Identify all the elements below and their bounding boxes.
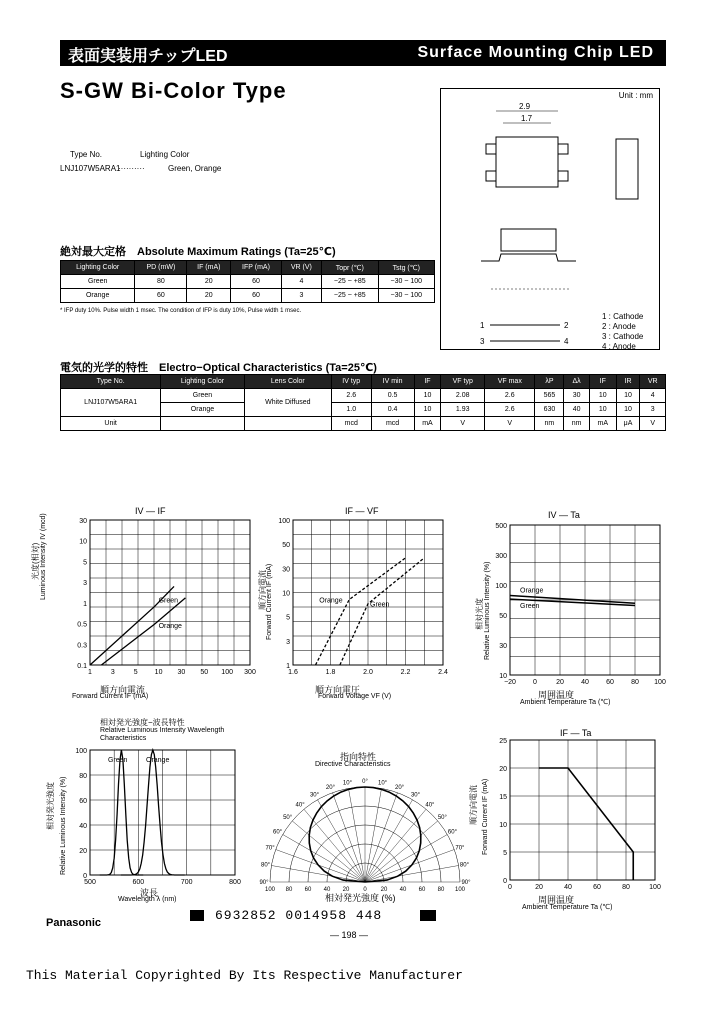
- scale-label: 60: [418, 887, 426, 893]
- chart4-title: Relative Luminous Intensity Wavelength Characteristics: [100, 727, 225, 742]
- y-tick-label: 50: [499, 613, 507, 620]
- angle-label: 40°: [295, 802, 305, 809]
- y-tick-label: 30: [79, 518, 87, 525]
- type-col1: Type No.: [70, 150, 103, 159]
- chart1-title: IV — IF: [135, 506, 166, 516]
- y-tick-label: 0: [503, 878, 507, 885]
- y-tick-label: 10: [499, 822, 507, 829]
- x-tick-label: 2.2: [400, 669, 411, 676]
- table-cell: 565: [535, 389, 564, 403]
- chart2-xlabel-jp: 順方向電圧: [315, 685, 361, 695]
- y-tick-label: 5: [286, 614, 290, 622]
- table-cell: 20: [187, 289, 231, 303]
- angle-label: 10°: [342, 780, 353, 787]
- y-tick-label: 5: [503, 850, 507, 857]
- svg-text:2: 2: [564, 321, 569, 330]
- table-cell: 630: [535, 403, 564, 417]
- pin-4: 4 : Anode: [602, 342, 636, 351]
- x-tick-label: 100: [221, 669, 233, 676]
- chart-directive: [255, 770, 475, 895]
- x-tick-label: 60: [593, 884, 601, 890]
- header-bar: [60, 40, 666, 66]
- header-cell: IV typ: [331, 375, 371, 389]
- table-cell: 60: [231, 289, 282, 303]
- package-outline-icon: [441, 89, 659, 349]
- y-tick-label: 1: [83, 600, 87, 608]
- chart6-title: IF — Ta: [560, 728, 592, 738]
- dimension-drawing: [440, 88, 660, 350]
- x-tick-label: 800: [229, 879, 241, 885]
- spectrum-curve-green: [100, 750, 144, 875]
- header-cell: IR: [616, 375, 640, 389]
- spectrum-curve-orange: [121, 750, 185, 875]
- angle-label: 70°: [455, 845, 465, 852]
- svg-text:3: 3: [480, 337, 485, 346]
- legend-label: Orange: [146, 757, 170, 764]
- header-cell: IF: [414, 375, 441, 389]
- svg-text:1: 1: [480, 321, 485, 330]
- table-row: [61, 275, 435, 289]
- angle-label: 90°: [259, 880, 269, 886]
- type-part: LNJ107W5ARA1: [60, 164, 121, 173]
- series-label: Orange: [520, 587, 544, 595]
- header-cell: Type No.: [61, 375, 161, 389]
- table-cell: 2.6: [331, 389, 371, 403]
- table-cell: 10: [616, 403, 640, 417]
- table-cell: 60: [135, 289, 187, 303]
- header-cell: VF max: [485, 375, 535, 389]
- x-tick-label: 2.0: [363, 669, 373, 676]
- chart4-title-jp: 相対発光強度−波長特性: [100, 718, 185, 727]
- table-cell: 60: [231, 275, 282, 289]
- x-tick-label: 30: [177, 669, 186, 676]
- y-tick-label: 0.5: [77, 621, 87, 629]
- table-cell: 10: [414, 403, 441, 417]
- chart5-title: Directive Characteristics: [315, 761, 391, 768]
- table-cell: μA: [616, 417, 640, 431]
- table-cell: White Diffused: [244, 389, 331, 417]
- series-label: Orange: [158, 623, 182, 631]
- series-line-orange: [101, 598, 185, 665]
- table-cell: V: [485, 417, 535, 431]
- series-label: Orange: [319, 597, 343, 605]
- angle-label: 80°: [459, 862, 470, 869]
- chart3-xlabel: Ambient Temperature Ta (℃): [520, 699, 611, 706]
- header-cell: Lens Color: [244, 375, 331, 389]
- y-tick-label: 60: [79, 798, 87, 805]
- y-tick-label: 0: [83, 873, 87, 880]
- abs-max-heading: 絶対最大定格 Absolute Maximum Ratings (Ta=25℃): [60, 246, 336, 258]
- angle-label: 20°: [395, 785, 405, 792]
- chart6-xlabel: Ambient Temperature Ta (℃): [522, 904, 613, 911]
- angle-label: 90°: [461, 880, 471, 886]
- chart-iv-if: [60, 515, 260, 685]
- x-tick-label: 0: [508, 884, 512, 890]
- x-tick-label: 3: [110, 669, 115, 676]
- barcode-text: 6932852 0014958 448: [215, 908, 383, 923]
- type-colors: Green, Orange: [168, 164, 222, 173]
- chart4-xlabel: Wavelength λ (nm): [118, 896, 177, 903]
- series-label: Green: [158, 597, 179, 605]
- angle-label: 30°: [309, 792, 320, 799]
- y-tick-label: 40: [79, 823, 87, 830]
- table-row: [61, 389, 666, 403]
- header-cell: PD (mW): [135, 261, 187, 275]
- scale-label: 80: [437, 887, 445, 893]
- scale-label: 80: [285, 887, 293, 893]
- chart2-xlabel: Forward Voltage VF (V): [318, 693, 392, 700]
- legend-label: Green: [108, 757, 128, 764]
- table-cell: nm: [535, 417, 564, 431]
- series-label: Green: [370, 601, 390, 609]
- table-cell: 2.6: [485, 389, 535, 403]
- chart6-ylabel: Forward Current IF (mA): [482, 778, 489, 855]
- x-tick-label: 600: [132, 879, 145, 885]
- table-cell: Unit: [61, 417, 161, 431]
- chart5-xlabel-jp: 相対発光強度 (%): [325, 893, 396, 903]
- table-cell: 10: [589, 403, 616, 417]
- chart3-title: IV — Ta: [548, 510, 580, 520]
- table-header-row: [61, 261, 435, 275]
- header-cell: VR (V): [281, 261, 321, 275]
- y-tick-label: 30: [282, 566, 290, 574]
- y-tick-label: 15: [499, 794, 507, 801]
- y-tick-label: 25: [499, 738, 507, 745]
- header-cell: IF (mA): [187, 261, 231, 275]
- page-number: — 198 —: [330, 930, 369, 940]
- chart1-xlabel: Forward Current IF (mA): [72, 693, 149, 700]
- angle-label: 30°: [410, 792, 421, 799]
- abs-max-note: * IFP duty 10%. Pulse width 1 msec. The condition of IFP is duty 10%, Pulse width 1 msec.: [60, 308, 302, 314]
- x-tick-label: 1.8: [325, 669, 336, 676]
- table-cell: 0.5: [371, 389, 414, 403]
- scale-label: 20: [380, 887, 388, 893]
- table-cell: 4: [640, 389, 666, 403]
- table-cell: 30: [564, 389, 590, 403]
- table-cell: 3: [281, 289, 321, 303]
- table-cell: 0.4: [371, 403, 414, 417]
- x-tick-label: 100: [654, 679, 666, 686]
- chart4-ylabel: Relative Luminous Intensity (%): [60, 776, 67, 875]
- table-cell: 10: [589, 389, 616, 403]
- scale-label: 40: [323, 887, 331, 893]
- x-tick-label: 40: [581, 679, 589, 686]
- chart1-xlabel-jp: 順方向電流: [100, 685, 146, 695]
- pin-3: 3 : Cathode: [602, 332, 644, 341]
- table-cell: mcd: [331, 417, 371, 431]
- table-cell: 20: [187, 275, 231, 289]
- pin-2: 2 : Anode: [602, 322, 636, 331]
- table-cell: 1.93: [441, 403, 485, 417]
- x-tick-label: −20: [504, 679, 516, 686]
- angle-label: 40°: [425, 802, 435, 809]
- abs-max-table: [60, 260, 435, 303]
- x-tick-label: 20: [556, 679, 564, 686]
- y-tick-label: 10: [282, 590, 290, 598]
- chart1-ylabel: Luminous Intensity IV (mcd): [40, 513, 47, 600]
- y-tick-label: 0.3: [77, 642, 87, 650]
- table-cell: 2.6: [485, 403, 535, 417]
- x-tick-label: 40: [564, 884, 572, 890]
- series-line-green: [340, 558, 424, 665]
- y-tick-label: 3: [286, 638, 290, 646]
- table-cell: Orange: [61, 289, 135, 303]
- table-header-row: [61, 375, 666, 389]
- type-dots: ··········: [118, 164, 145, 173]
- y-tick-label: 100: [75, 748, 87, 755]
- x-tick-label: 80: [631, 679, 639, 686]
- chart6-xlabel-jp: 周囲温度: [538, 895, 575, 905]
- table-cell: LNJ107W5ARA1: [61, 389, 161, 417]
- y-tick-label: 100: [278, 518, 290, 525]
- y-tick-label: 1: [286, 663, 290, 670]
- x-tick-label: 5: [133, 669, 138, 676]
- pin-1: 1 : Cathode: [602, 312, 644, 321]
- table-cell: 4: [281, 275, 321, 289]
- header-cell: IV min: [371, 375, 414, 389]
- table-cell: Green: [61, 275, 135, 289]
- y-tick-label: 0.1: [77, 663, 87, 670]
- chart-if-vf: [275, 515, 455, 685]
- unit-label: Unit : mm: [618, 91, 653, 100]
- page-title: S-GW Bi-Color Type: [60, 78, 287, 103]
- svg-text:4: 4: [564, 337, 569, 346]
- table-cell: nm: [564, 417, 590, 431]
- table-cell: 40: [564, 403, 590, 417]
- x-tick-label: 100: [649, 884, 661, 890]
- angle-label: 0°: [362, 779, 368, 785]
- x-tick-label: 500: [84, 879, 96, 885]
- angle-label: 50°: [283, 815, 293, 822]
- chart3-ylabel: Relative Luminous Intensity (%): [484, 561, 491, 660]
- y-tick-label: 20: [79, 848, 87, 855]
- y-tick-label: 10: [79, 538, 87, 546]
- y-tick-label: 10: [499, 673, 507, 680]
- copyright-notice: This Material Copyrighted By Its Respective Manufacturer: [26, 968, 463, 983]
- x-tick-label: 80: [622, 884, 630, 890]
- en-title: Surface Mounting Chip LED: [417, 44, 654, 61]
- table-cell: 10: [616, 389, 640, 403]
- header-cell: Tstg (℃): [378, 261, 434, 275]
- scale-label: 40: [399, 887, 407, 893]
- y-tick-label: 3: [83, 580, 87, 588]
- y-tick-label: 50: [282, 542, 290, 550]
- y-tick-label: 5: [83, 559, 87, 567]
- scale-label: 100: [454, 887, 466, 893]
- chart6-ylabel-jp: 順方向電流: [469, 785, 478, 825]
- table-cell: 10: [414, 389, 441, 403]
- header-cell: λP: [535, 375, 564, 389]
- scale-label: 60: [304, 887, 312, 893]
- angle-label: 80°: [260, 862, 271, 869]
- angle-label: 70°: [265, 845, 275, 852]
- series-label: Green: [520, 603, 540, 611]
- chart-spectrum: [70, 745, 245, 885]
- chart-if-ta: [490, 735, 670, 890]
- y-tick-label: 100: [495, 583, 507, 590]
- x-tick-label: 50: [200, 669, 209, 676]
- angle-label: 50°: [437, 815, 447, 822]
- header-cell: VR: [640, 375, 666, 389]
- x-tick-label: 1.6: [288, 669, 298, 676]
- header-cell: VF typ: [441, 375, 485, 389]
- header-cell: Lighting Color: [161, 375, 244, 389]
- angle-label: 20°: [325, 785, 335, 792]
- table-cell: mA: [414, 417, 441, 431]
- header-cell: Δλ: [564, 375, 590, 389]
- chart4-ylabel-jp: 相対発光強度: [46, 782, 55, 830]
- eo-table: [60, 374, 666, 431]
- x-tick-label: 0: [533, 679, 537, 686]
- y-tick-label: 500: [495, 523, 507, 530]
- jp-title: 表面実装用チップLED: [68, 48, 228, 65]
- table-cell: 80: [135, 275, 187, 289]
- brand-logo: Panasonic: [46, 917, 102, 929]
- svg-text:1.7: 1.7: [521, 114, 533, 123]
- table-cell: V: [441, 417, 485, 431]
- x-tick-label: 300: [244, 669, 256, 676]
- table-cell: Orange: [161, 403, 244, 417]
- scale-label: 0: [363, 887, 367, 893]
- y-tick-label: 30: [499, 643, 507, 650]
- table-cell: −25 ~ +85: [321, 275, 378, 289]
- table-cell: mcd: [371, 417, 414, 431]
- header-cell: IF: [589, 375, 616, 389]
- x-tick-label: 2.4: [438, 669, 448, 676]
- table-cell: mA: [589, 417, 616, 431]
- pin-diagram-icon: [480, 318, 580, 348]
- x-tick-label: 60: [606, 679, 614, 686]
- table-cell: Green: [161, 389, 244, 403]
- angle-label: 10°: [377, 780, 388, 787]
- x-tick-label: 20: [535, 884, 543, 890]
- chart2-ylabel: Forward Current IF (mA): [266, 563, 273, 640]
- header-cell: Lighting Color: [61, 261, 135, 275]
- svg-text:2.9: 2.9: [519, 102, 531, 111]
- table-row: [61, 289, 435, 303]
- table-cell: V: [640, 417, 666, 431]
- series-line-orange: [316, 558, 406, 665]
- header-cell: IFP (mA): [231, 261, 282, 275]
- table-cell: 3: [640, 403, 666, 417]
- angle-label: 60°: [447, 829, 458, 836]
- chart3-ylabel-jp: 相対光度: [475, 598, 484, 630]
- eo-heading: 電気的光学的特性 Electro−Optical Characteristics (Ta=25℃): [60, 362, 377, 374]
- scale-label: 100: [264, 887, 276, 893]
- y-tick-label: 80: [79, 773, 87, 780]
- table-cell: −30 ~ 100: [378, 289, 434, 303]
- chart2-title: IF — VF: [345, 506, 379, 516]
- x-tick-label: 1: [88, 669, 92, 676]
- units-row: [61, 417, 666, 431]
- chart3-xlabel-jp: 周囲温度: [538, 690, 575, 700]
- y-tick-label: 20: [499, 766, 507, 773]
- chart2-ylabel-jp: 順方向電流: [258, 570, 267, 610]
- x-tick-label: 700: [180, 879, 193, 885]
- chart5-title-jp: 指向特性: [340, 752, 377, 762]
- table-cell: −25 ~ +85: [321, 289, 378, 303]
- angle-label: 60°: [272, 829, 283, 836]
- header-cell: Topr (℃): [321, 261, 378, 275]
- type-col2: Lighting Color: [140, 150, 190, 159]
- y-tick-label: 300: [495, 553, 507, 560]
- chart1-ylabel-jp: 光度(相対): [31, 542, 40, 580]
- table-cell: −30 ~ 100: [378, 275, 434, 289]
- chart4-xlabel-jp: 波長: [140, 888, 159, 898]
- table-cell: 2.08: [441, 389, 485, 403]
- chart-iv-ta: [490, 520, 670, 690]
- table-cell: 1.0: [331, 403, 371, 417]
- scale-label: 20: [342, 887, 350, 893]
- x-tick-label: 10: [154, 669, 163, 676]
